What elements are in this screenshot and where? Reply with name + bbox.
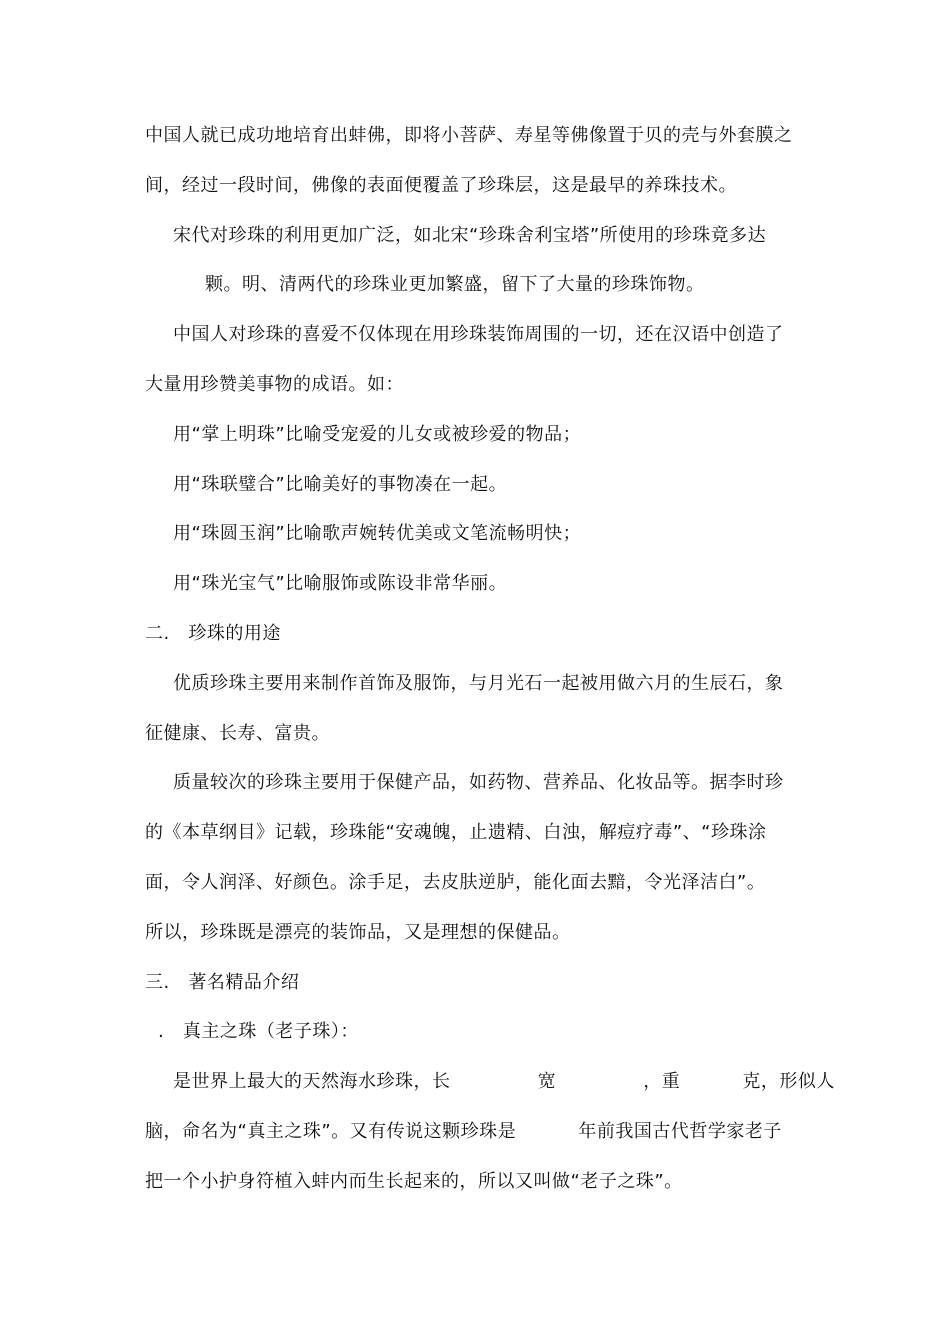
- paragraph-line: 的《本草纲目》记载，珍珠能“安魂魄，止遗精、白浊，解痘疗毒”、“珍珠涂: [145, 822, 767, 843]
- paragraph-line: 优质珍珠主要用来制作首饰及服饰，与月光石一起被用做六月的生辰石，象: [173, 673, 784, 694]
- idiom-line: 用“掌上明珠”比喻受宠爱的儿女或被珍爱的物品；: [173, 424, 582, 445]
- paragraph-line: 质量较次的珍珠主要用于保健产品，如药物、营养品、化妆品等。据李时珍: [173, 772, 784, 793]
- paragraph-line: 宋代对珍珠的利用更加广泛，如北宋“珍珠舍利宝塔”所使用的珍珠竟多达: [173, 225, 767, 246]
- paragraph-line: 中国人对珍珠的喜爱不仅体现在用珍珠装饰周围的一切，还在汉语中创造了: [173, 324, 784, 345]
- idiom-line: 用“珠联璧合”比喻美好的事物凑在一起。: [173, 474, 508, 495]
- idiom-line: 用“珠光宝气”比喻服饰或陈设非常华丽。: [173, 573, 508, 594]
- paragraph-line: 把一个小护身符植入蚌内而生长起来的，所以又叫做“老子之珠”。: [145, 1171, 683, 1192]
- paragraph-line: 面，令人润泽、好颜色。涂手足，去皮肤逆胪，能化面去黯，令光泽洁白”。: [145, 872, 766, 893]
- paragraph-line: 所以，珍珠既是漂亮的装饰品，又是理想的保健品。: [145, 922, 571, 943]
- section-heading: 三. 著名精品介绍: [145, 972, 300, 993]
- paragraph-line: 颗。明、清两代的珍珠业更加繁盛，留下了大量的珍珠饰物。: [205, 274, 705, 295]
- paragraph-line: 间，经过一段时间，佛像的表面便覆盖了珍珠层，这是最早的养珠技术。: [145, 175, 737, 196]
- paragraph-line: 中国人就已成功地培育出蚌佛，即将小菩萨、寿星等佛像置于贝的壳与外套膜之: [145, 125, 793, 146]
- paragraph-line: 脑，命名为“真主之珠”。又有传说这颗珍珠是 年前我国古代哲学家老子: [145, 1121, 782, 1142]
- paragraph-line: 是世界上最大的天然海水珍珠，长 宽 ，重 克，形似人: [173, 1071, 835, 1092]
- section-heading: 二. 珍珠的用途: [145, 623, 281, 644]
- subsection-heading: . 真主之珠（老子珠）：: [158, 1021, 359, 1042]
- idiom-line: 用“珠圆玉润”比喻歌声婉转优美或文笔流畅明快；: [173, 523, 582, 544]
- paragraph-line: 大量用珍赞美事物的成语。如：: [145, 374, 404, 395]
- paragraph-line: 征健康、长寿、富贵。: [145, 723, 330, 744]
